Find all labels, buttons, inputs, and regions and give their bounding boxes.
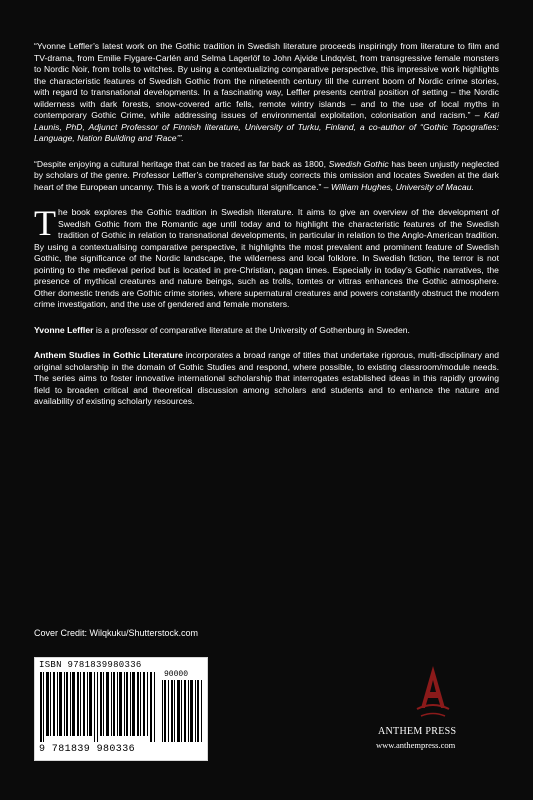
review-quote-1 [34,41,499,145]
publisher-block [361,662,501,762]
barcode-area [34,657,208,761]
review-1-text: “Yvonne Leffler’s latest work on the Gothic tradition in Swedish literature proceeds inspiringly from literature to film and TV-drama, from Emilie Flygare-Carlén and Selma Lagerlöf to John Ajvide Lindqvist, from transgressive female monsters to Nordic Noir, from trolls to witches. By using a contextualizing comparative perspective, this impressive work highlights the characteristic features of Swedish Gothic from the nineteenth century till the current boom of Nordic crime stories, with regard to transnational developments. In a fascinating way, Leffler presents central position of setting – the Nordic wilderness with dark forests, snow-covered artic fells, remote wintry islands – and to the use of local myths in contemporary Gothic Crime, while addressing issues of environmental exploitation, colonisation and racism.” – [34,41,499,121]
review-quote-2 [34,159,499,194]
series-name: Anthem Studies in Gothic Literature [34,350,183,361]
isbn-label: ISBN 9781839980336 [39,660,142,670]
publisher-name: ANTHEM PRESS [378,726,457,737]
price-addon-barcode [161,680,203,742]
barcode-addon-number: 90000 [164,670,189,679]
cover-credit: Cover Credit: Wilqkuku/Shutterstock.com [34,628,199,638]
back-cover-text [34,41,499,422]
author-name: Yvonne Leffler [34,324,94,335]
series-text: incorporates a broad range of titles that undertake rigorous, multi-disciplinary and original scholarship in the domain of Gothic Studies and respond, where possible, to existing classroom/module needs. The series aims to foster innovative international scholarship that interrogates established ideas in this rapidly growing field to broaden critical and theoretical discussion among scholars and students and to enhance the nature and availability of existing scholarly resources. [34,350,499,407]
review-2-title: Swedish Gothic [328,158,389,169]
book-description [34,203,499,311]
description-dropcap: T [34,203,57,244]
author-bio [34,325,499,337]
ean-barcode [39,672,157,742]
review-2-attribution: William Hughes, University of Macau. [330,181,474,192]
publisher-url: www.anthempress.com [376,740,456,750]
description-text: he book explores the Gothic tradition in Swedish literature. It aims to give an overview of the development of Swedish Gothic from the Romantic age until today and to highlight the characteristic features of the Swedish tradition of Gothic in relation to transnational developments, in particular in relation to the Anglo-American tradition. By using a contextualising comparative perspective, it highlights the most prevalent and prominent feature of Swedish Gothic, the significance of the Nordic landscape, the wilderness and local folklore. In Swedish fiction, the terror is not pointing to the medieval period but is located in pre-Christian, pagan times. Especially in today’s Gothic narratives, the presence of mythical creatures and nature beings, such as trolls, tomtes or vittras enhances the Gothic atmosphere. Other domestic trends are Gothic crime stories, where supernatural creatures and powers constantly obstruct the modern crime investigation, and the use of gendered and female monsters. [34,207,499,310]
barcode-number: 9 781839 980336 [39,744,136,755]
review-2-text-after: has been unjustly neglected by scholars of the genre. Professor Leffler’s comprehensive study corrects this omission and locates Sweden at the dark heart of the European uncanny. This is a work of transcultural significance.” – [34,158,499,192]
series-description [34,350,499,408]
review-1-attribution: Kati Launis, PhD, Adjunct Professor of Finnish literature, University of Turku, Finland, a co-author of “Gothic Topografies: Language, Nation Building and ‘Race’”. [34,110,499,144]
review-2-text-before: “Despite enjoying a cultural heritage that can be traced as far back as 1800, [34,158,329,169]
anthem-logo-icon [413,662,453,722]
author-bio-text: is a professor of comparative literature at the University of Gothenburg in Sweden. [93,324,410,335]
